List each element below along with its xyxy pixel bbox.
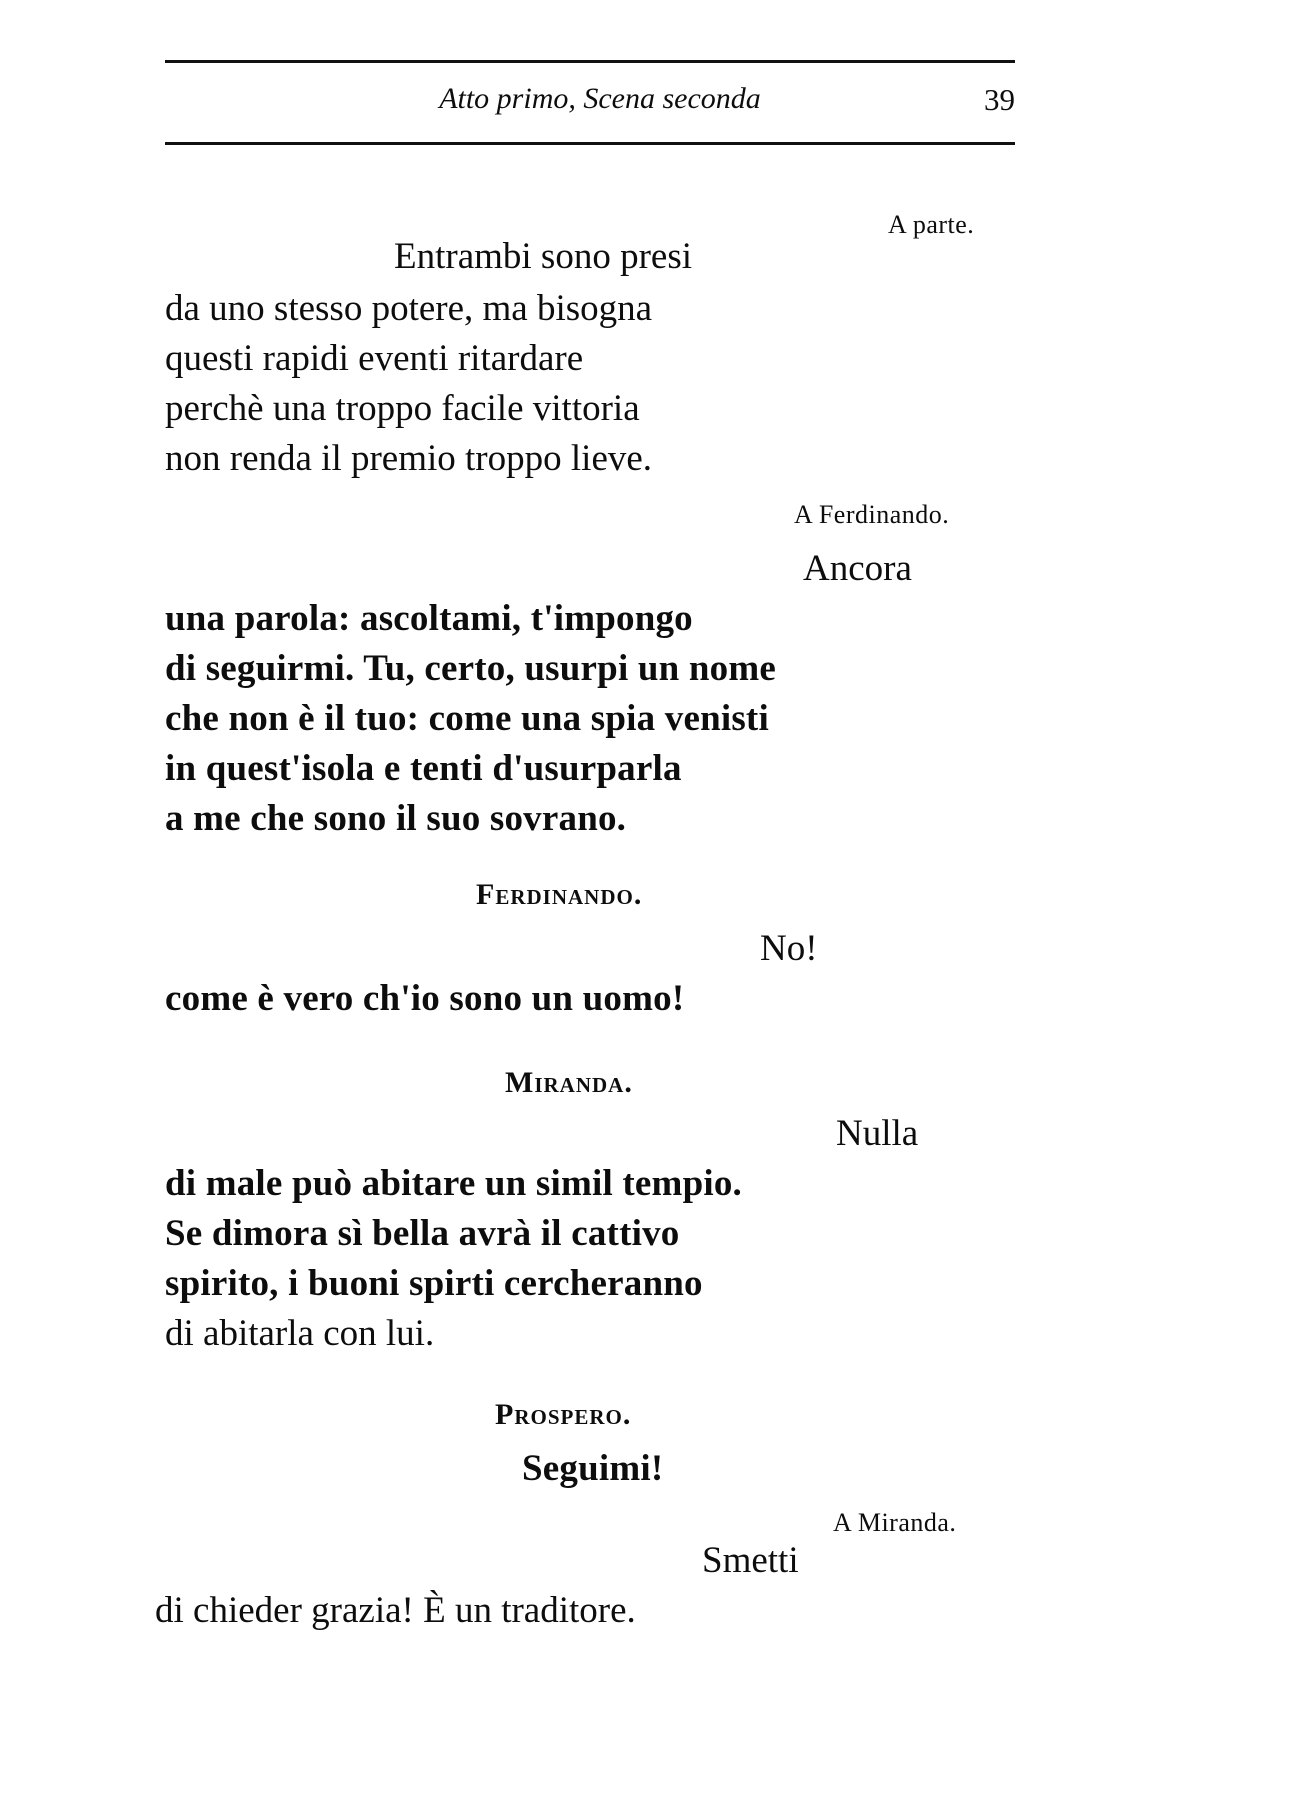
verse-line: No! (760, 928, 818, 969)
verse-line: Smetti (702, 1540, 799, 1581)
verse-line: Entrambi sono presi (394, 236, 693, 277)
verse-line: di chieder grazia! È un traditore. (155, 1590, 636, 1631)
verse-line: Nulla (836, 1113, 919, 1154)
header-top-rule (165, 60, 1015, 63)
verse-line: spirito, i buoni spirti cercheranno (165, 1263, 703, 1304)
verse-line: da uno stesso potere, ma bisogna (165, 288, 653, 329)
verse-line: che non è il tuo: come una spia venisti (165, 698, 769, 739)
verse-line: Se dimora sì bella avrà il cattivo (165, 1213, 680, 1254)
speaker-name: Prospero. (495, 1398, 632, 1431)
verse-line: in quest'isola e tenti d'usurparla (165, 748, 682, 789)
header-bottom-rule (165, 142, 1015, 145)
verse-line: di seguirmi. Tu, certo, usurpi un nome (165, 648, 776, 689)
verse-line: perchè una troppo facile vittoria (165, 388, 640, 429)
verse-line: non renda il premio troppo lieve. (165, 438, 653, 479)
verse-line: questi rapidi eventi ritardare (165, 338, 584, 379)
stage-direction: A parte. (888, 210, 975, 239)
running-header (165, 82, 1015, 122)
stage-direction: A Miranda. (833, 1508, 957, 1537)
verse-line: Seguimi! (522, 1448, 664, 1489)
speaker-name: Miranda. (505, 1066, 633, 1099)
verse-line: come è vero ch'io sono un uomo! (165, 978, 685, 1019)
running-title: Atto primo, Scena seconda (439, 82, 761, 115)
verse-line: di male può abitare un simil tempio. (165, 1163, 742, 1204)
stage-direction: A Ferdinando. (794, 500, 950, 529)
verse-line: una parola: ascoltami, t'impongo (165, 598, 693, 639)
verse-line: di abitarla con lui. (165, 1313, 435, 1354)
speaker-name: Ferdinando. (476, 878, 643, 911)
verse-line: Ancora (803, 548, 912, 589)
page-number: 39 (984, 82, 1015, 117)
verse-line: a me che sono il suo sovrano. (165, 798, 627, 839)
